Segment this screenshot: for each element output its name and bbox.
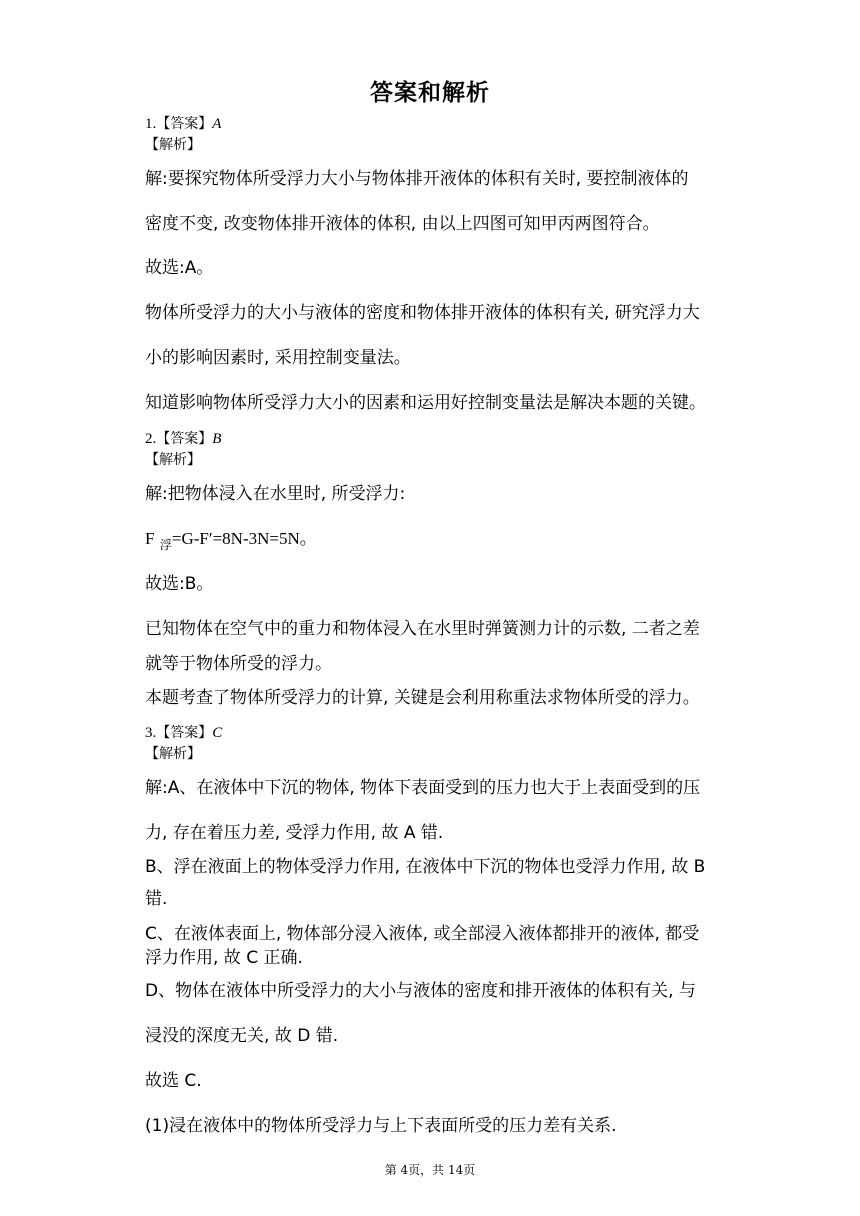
q2-answer-label: 【答案】 — [156, 431, 213, 447]
q2-line-4: 已知物体在空气中的重力和物体浸入在水里时弹簧测力计的示数, 二者之差 — [145, 619, 700, 639]
q2-analysis-label: 【解析】 — [145, 452, 201, 468]
q3-line-8: 浸没的深度无关, 故 D 错. — [145, 1026, 339, 1046]
page-title: 答案和解析 — [370, 80, 490, 106]
q3-number: 3. — [145, 725, 157, 741]
q1-line-6: 知道影响物体所受浮力大小的因素和运用好控制变量法是解决本题的关键。 — [145, 393, 706, 413]
q2-formula-prefix: F — [145, 529, 155, 548]
q1-answer: A — [212, 116, 222, 132]
q2-line-6: 本题考查了物体所受浮力的计算, 关键是会利用称重法求物体所受的浮力。 — [145, 688, 700, 708]
q1-number: 1. — [145, 116, 157, 132]
q1-answer-label: 【答案】 — [156, 116, 213, 132]
q2-answer: B — [212, 431, 222, 447]
q1-analysis-label: 【解析】 — [145, 137, 201, 153]
q3-line-1: 解:A、在液体中下沉的物体, 物体下表面受到的压力也大于上表面受到的压 — [145, 778, 701, 798]
q3-line-6: 浮力作用, 故 C 正确. — [145, 948, 303, 968]
q2-line-3: 故选:B。 — [145, 574, 214, 594]
q3-line-9: 故选 C. — [145, 1071, 202, 1091]
q3-answer-label: 【答案】 — [156, 725, 213, 741]
q1-line-5: 小的影响因素时, 采用控制变量法。 — [145, 348, 411, 368]
q1-line-2: 密度不变, 改变物体排开液体的体积, 由以上四图可知甲丙两图符合。 — [145, 214, 660, 234]
q1-line-3: 故选:A。 — [145, 258, 214, 278]
q3-line-7: D、物体在液体中所受浮力的大小与液体的密度和排开液体的体积有关, 与 — [145, 981, 696, 1001]
q1-line-4: 物体所受浮力的大小与液体的密度和物体排开液体的体积有关, 研究浮力大 — [145, 303, 700, 323]
q3-answer: C — [212, 725, 223, 741]
q1-line-1: 解:要探究物体所受浮力大小与物体排开液体的体积有关时, 要控制液体的 — [145, 169, 689, 189]
q2-line-1: 解:把物体浸入在水里时, 所受浮力: — [145, 484, 406, 504]
q3-line-5: C、在液体表面上, 物体部分浸入液体, 或全部浸入液体都排开的液体, 都受 — [145, 924, 700, 944]
q3-analysis-label: 【解析】 — [145, 746, 201, 762]
q3-line-4: 错. — [145, 889, 168, 909]
q3-line-2: 力, 存在着压力差, 受浮力作用, 故 A 错. — [145, 823, 444, 843]
q2-number: 2. — [145, 431, 157, 447]
q2-formula-subscript: 浮 — [159, 538, 172, 552]
q2-formula — [145, 527, 317, 552]
q3-line-3: B、浮在液面上的物体受浮力作用, 在液体中下沉的物体也受浮力作用, 故 B — [145, 857, 706, 877]
q2-formula-rest: =G-F′=8N-3N=5N。 — [171, 529, 317, 548]
q2-line-5: 就等于物体所受的浮力。 — [145, 654, 332, 674]
page-footer: 第 4页，共 14页 — [384, 1163, 476, 1177]
q3-line-10: (1)浸在液体中的物体所受浮力与上下表面所受的压力差有关系. — [145, 1116, 617, 1136]
